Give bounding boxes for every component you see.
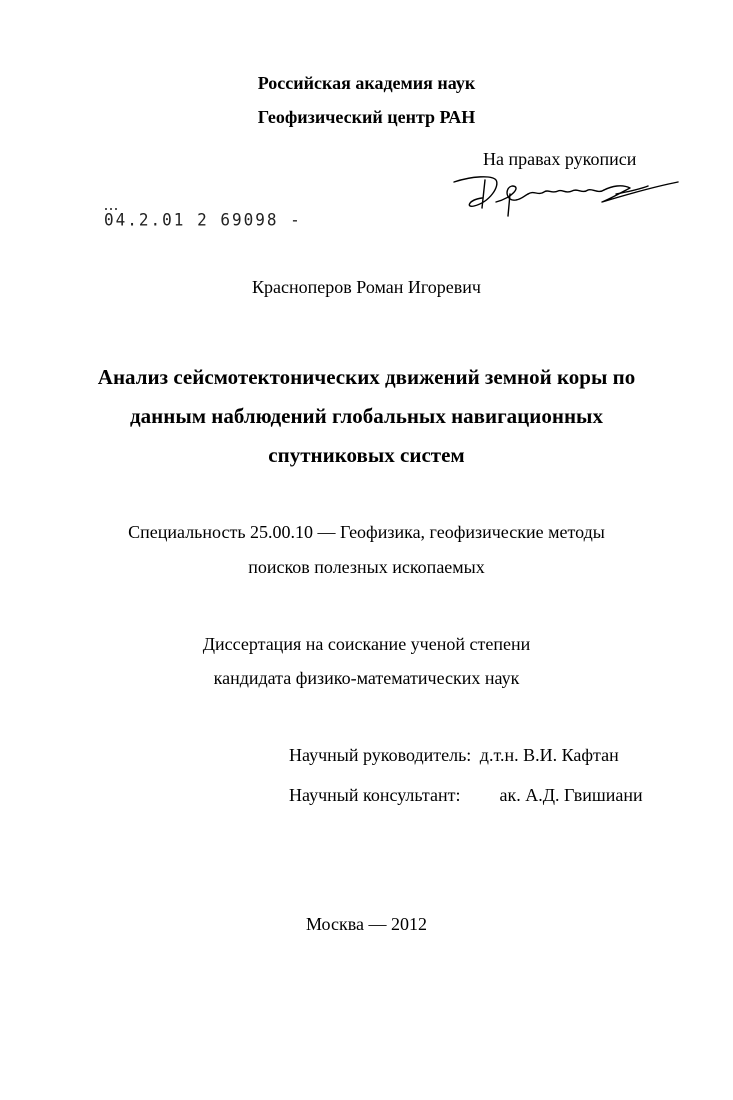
rights-note: На правах рукописи [483, 149, 637, 169]
consultant-name: ак. А.Д. Гвишиани [499, 785, 643, 805]
degree-line: кандидата физико-математических наук [213, 668, 520, 688]
thesis-title-line: Анализ сейсмотектонических движений земной коры по [97, 365, 636, 389]
institute-name: Геофизический центр РАН [257, 107, 476, 127]
author-signature [452, 172, 682, 220]
city-year: Москва — 2012 [306, 914, 427, 934]
supervisor-label: Научный руководитель: [289, 745, 472, 765]
specialty-line: поисков полезных ископаемых [248, 557, 485, 577]
author-name: Красноперов Роман Игоревич [252, 277, 481, 297]
stamp-marks [105, 198, 119, 202]
thesis-title-line: спутниковых систем [268, 443, 465, 467]
consultant-row [289, 785, 643, 806]
academy-name: Российская академия наук [257, 73, 476, 93]
consultant-label: Научный консультант: [289, 785, 461, 805]
degree-line: Диссертация на соискание ученой степени [202, 634, 531, 654]
archive-stamp-number: 04.2.01 2 69098 - [104, 209, 302, 230]
thesis-title-line: данным наблюдений глобальных навигационных [130, 404, 603, 428]
specialty-line: Специальность 25.00.10 — Геофизика, геофизические методы [128, 522, 605, 542]
supervisor-row [289, 745, 619, 766]
supervisor-name: д.т.н. В.И. Кафтан [479, 745, 619, 765]
